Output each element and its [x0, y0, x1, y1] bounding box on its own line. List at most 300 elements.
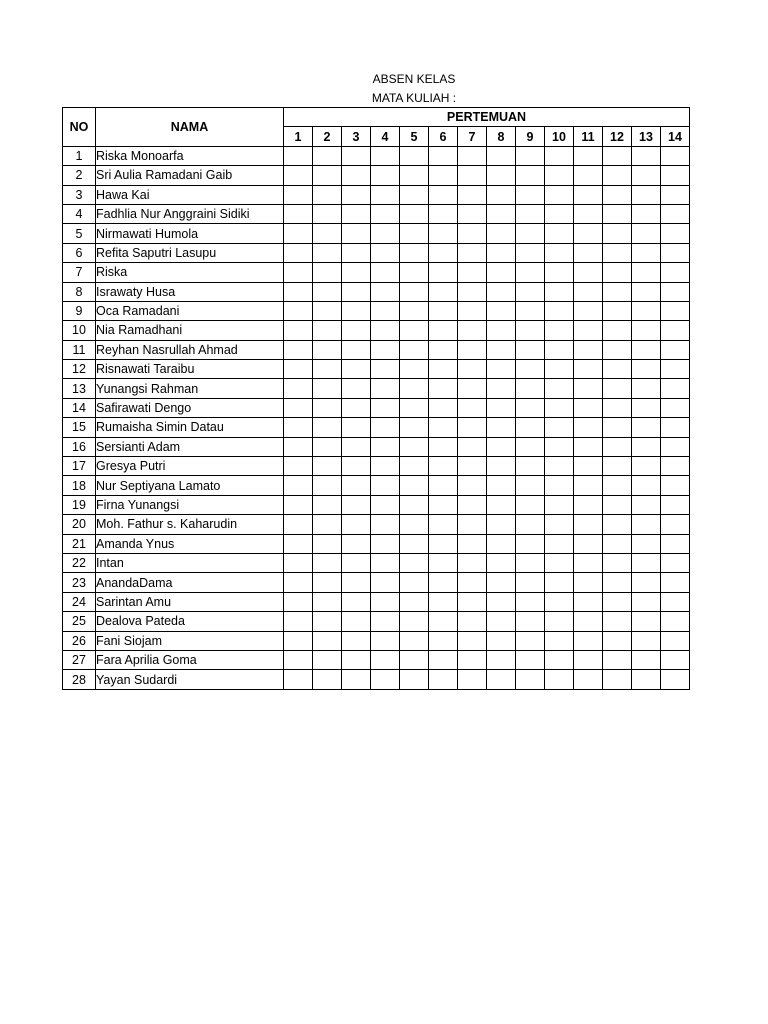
- attendance-cell[interactable]: [516, 340, 545, 359]
- attendance-cell[interactable]: [545, 457, 574, 476]
- attendance-cell[interactable]: [632, 476, 661, 495]
- attendance-cell[interactable]: [574, 263, 603, 282]
- attendance-cell[interactable]: [400, 166, 429, 185]
- attendance-cell[interactable]: [371, 553, 400, 572]
- attendance-cell[interactable]: [371, 495, 400, 514]
- attendance-cell[interactable]: [371, 670, 400, 689]
- attendance-cell[interactable]: [603, 340, 632, 359]
- attendance-cell[interactable]: [429, 553, 458, 572]
- attendance-cell[interactable]: [661, 243, 690, 262]
- attendance-cell[interactable]: [284, 457, 313, 476]
- attendance-cell[interactable]: [487, 301, 516, 320]
- attendance-cell[interactable]: [632, 418, 661, 437]
- attendance-cell[interactable]: [371, 166, 400, 185]
- attendance-cell[interactable]: [632, 204, 661, 223]
- attendance-cell[interactable]: [516, 166, 545, 185]
- attendance-cell[interactable]: [574, 457, 603, 476]
- attendance-cell[interactable]: [371, 204, 400, 223]
- attendance-cell[interactable]: [429, 573, 458, 592]
- attendance-cell[interactable]: [545, 379, 574, 398]
- attendance-cell[interactable]: [574, 379, 603, 398]
- attendance-cell[interactable]: [516, 301, 545, 320]
- attendance-cell[interactable]: [313, 650, 342, 669]
- attendance-cell[interactable]: [342, 553, 371, 572]
- attendance-cell[interactable]: [284, 243, 313, 262]
- attendance-cell[interactable]: [429, 495, 458, 514]
- attendance-cell[interactable]: [487, 437, 516, 456]
- attendance-cell[interactable]: [603, 418, 632, 437]
- attendance-cell[interactable]: [632, 146, 661, 165]
- attendance-cell[interactable]: [371, 243, 400, 262]
- attendance-cell[interactable]: [429, 418, 458, 437]
- attendance-cell[interactable]: [342, 476, 371, 495]
- attendance-cell[interactable]: [429, 437, 458, 456]
- attendance-cell[interactable]: [313, 418, 342, 437]
- attendance-cell[interactable]: [371, 301, 400, 320]
- attendance-cell[interactable]: [545, 360, 574, 379]
- attendance-cell[interactable]: [545, 282, 574, 301]
- attendance-cell[interactable]: [603, 282, 632, 301]
- attendance-cell[interactable]: [371, 476, 400, 495]
- attendance-cell[interactable]: [574, 612, 603, 631]
- attendance-cell[interactable]: [487, 146, 516, 165]
- attendance-cell[interactable]: [342, 360, 371, 379]
- attendance-cell[interactable]: [313, 612, 342, 631]
- attendance-cell[interactable]: [400, 379, 429, 398]
- attendance-cell[interactable]: [313, 243, 342, 262]
- attendance-cell[interactable]: [487, 418, 516, 437]
- attendance-cell[interactable]: [429, 321, 458, 340]
- attendance-cell[interactable]: [545, 631, 574, 650]
- attendance-cell[interactable]: [603, 553, 632, 572]
- attendance-cell[interactable]: [458, 592, 487, 611]
- attendance-cell[interactable]: [313, 534, 342, 553]
- attendance-cell[interactable]: [313, 592, 342, 611]
- attendance-cell[interactable]: [632, 243, 661, 262]
- attendance-cell[interactable]: [429, 457, 458, 476]
- attendance-cell[interactable]: [574, 282, 603, 301]
- attendance-cell[interactable]: [313, 631, 342, 650]
- attendance-cell[interactable]: [313, 573, 342, 592]
- attendance-cell[interactable]: [661, 418, 690, 437]
- attendance-cell[interactable]: [603, 534, 632, 553]
- attendance-cell[interactable]: [400, 534, 429, 553]
- attendance-cell[interactable]: [458, 457, 487, 476]
- attendance-cell[interactable]: [429, 301, 458, 320]
- attendance-cell[interactable]: [516, 650, 545, 669]
- attendance-cell[interactable]: [371, 185, 400, 204]
- attendance-cell[interactable]: [632, 166, 661, 185]
- attendance-cell[interactable]: [574, 553, 603, 572]
- attendance-cell[interactable]: [487, 340, 516, 359]
- attendance-cell[interactable]: [632, 515, 661, 534]
- attendance-cell[interactable]: [516, 592, 545, 611]
- attendance-cell[interactable]: [603, 321, 632, 340]
- attendance-cell[interactable]: [487, 670, 516, 689]
- attendance-cell[interactable]: [400, 418, 429, 437]
- attendance-cell[interactable]: [516, 224, 545, 243]
- attendance-cell[interactable]: [371, 224, 400, 243]
- attendance-cell[interactable]: [400, 340, 429, 359]
- attendance-cell[interactable]: [342, 612, 371, 631]
- attendance-cell[interactable]: [574, 476, 603, 495]
- attendance-cell[interactable]: [603, 650, 632, 669]
- attendance-cell[interactable]: [429, 166, 458, 185]
- attendance-cell[interactable]: [313, 321, 342, 340]
- attendance-cell[interactable]: [661, 204, 690, 223]
- attendance-cell[interactable]: [458, 612, 487, 631]
- attendance-cell[interactable]: [632, 670, 661, 689]
- attendance-cell[interactable]: [603, 437, 632, 456]
- attendance-cell[interactable]: [342, 146, 371, 165]
- attendance-cell[interactable]: [487, 573, 516, 592]
- attendance-cell[interactable]: [429, 243, 458, 262]
- attendance-cell[interactable]: [458, 360, 487, 379]
- attendance-cell[interactable]: [371, 534, 400, 553]
- attendance-cell[interactable]: [371, 321, 400, 340]
- attendance-cell[interactable]: [284, 495, 313, 514]
- attendance-cell[interactable]: [574, 224, 603, 243]
- attendance-cell[interactable]: [400, 631, 429, 650]
- attendance-cell[interactable]: [284, 340, 313, 359]
- attendance-cell[interactable]: [516, 321, 545, 340]
- attendance-cell[interactable]: [574, 204, 603, 223]
- attendance-cell[interactable]: [603, 592, 632, 611]
- attendance-cell[interactable]: [545, 166, 574, 185]
- attendance-cell[interactable]: [574, 185, 603, 204]
- attendance-cell[interactable]: [313, 360, 342, 379]
- attendance-cell[interactable]: [400, 670, 429, 689]
- attendance-cell[interactable]: [603, 166, 632, 185]
- attendance-cell[interactable]: [458, 243, 487, 262]
- attendance-cell[interactable]: [342, 340, 371, 359]
- attendance-cell[interactable]: [574, 360, 603, 379]
- attendance-cell[interactable]: [632, 612, 661, 631]
- attendance-cell[interactable]: [400, 476, 429, 495]
- attendance-cell[interactable]: [516, 553, 545, 572]
- attendance-cell[interactable]: [400, 457, 429, 476]
- attendance-cell[interactable]: [545, 670, 574, 689]
- attendance-cell[interactable]: [632, 301, 661, 320]
- attendance-cell[interactable]: [429, 340, 458, 359]
- attendance-cell[interactable]: [574, 515, 603, 534]
- attendance-cell[interactable]: [400, 612, 429, 631]
- attendance-cell[interactable]: [632, 398, 661, 417]
- attendance-cell[interactable]: [342, 224, 371, 243]
- attendance-cell[interactable]: [661, 495, 690, 514]
- attendance-cell[interactable]: [458, 224, 487, 243]
- attendance-cell[interactable]: [487, 534, 516, 553]
- attendance-cell[interactable]: [661, 185, 690, 204]
- attendance-cell[interactable]: [371, 146, 400, 165]
- attendance-cell[interactable]: [632, 631, 661, 650]
- attendance-cell[interactable]: [545, 185, 574, 204]
- attendance-cell[interactable]: [342, 670, 371, 689]
- attendance-cell[interactable]: [400, 495, 429, 514]
- attendance-cell[interactable]: [661, 476, 690, 495]
- attendance-cell[interactable]: [545, 301, 574, 320]
- attendance-cell[interactable]: [313, 379, 342, 398]
- attendance-cell[interactable]: [487, 379, 516, 398]
- attendance-cell[interactable]: [632, 553, 661, 572]
- attendance-cell[interactable]: [603, 573, 632, 592]
- attendance-cell[interactable]: [458, 495, 487, 514]
- attendance-cell[interactable]: [487, 650, 516, 669]
- attendance-cell[interactable]: [400, 398, 429, 417]
- attendance-cell[interactable]: [487, 166, 516, 185]
- attendance-cell[interactable]: [603, 515, 632, 534]
- attendance-cell[interactable]: [284, 592, 313, 611]
- attendance-cell[interactable]: [284, 515, 313, 534]
- attendance-cell[interactable]: [516, 457, 545, 476]
- attendance-cell[interactable]: [661, 146, 690, 165]
- attendance-cell[interactable]: [661, 631, 690, 650]
- attendance-cell[interactable]: [661, 612, 690, 631]
- attendance-cell[interactable]: [487, 592, 516, 611]
- attendance-cell[interactable]: [342, 204, 371, 223]
- attendance-cell[interactable]: [661, 263, 690, 282]
- attendance-cell[interactable]: [574, 243, 603, 262]
- attendance-cell[interactable]: [429, 631, 458, 650]
- attendance-cell[interactable]: [342, 534, 371, 553]
- attendance-cell[interactable]: [429, 204, 458, 223]
- attendance-cell[interactable]: [371, 437, 400, 456]
- attendance-cell[interactable]: [458, 263, 487, 282]
- attendance-cell[interactable]: [661, 379, 690, 398]
- attendance-cell[interactable]: [371, 340, 400, 359]
- attendance-cell[interactable]: [603, 631, 632, 650]
- attendance-cell[interactable]: [603, 204, 632, 223]
- attendance-cell[interactable]: [632, 573, 661, 592]
- attendance-cell[interactable]: [574, 534, 603, 553]
- attendance-cell[interactable]: [632, 321, 661, 340]
- attendance-cell[interactable]: [458, 340, 487, 359]
- attendance-cell[interactable]: [458, 515, 487, 534]
- attendance-cell[interactable]: [487, 631, 516, 650]
- attendance-cell[interactable]: [574, 418, 603, 437]
- attendance-cell[interactable]: [429, 185, 458, 204]
- attendance-cell[interactable]: [632, 224, 661, 243]
- attendance-cell[interactable]: [342, 573, 371, 592]
- attendance-cell[interactable]: [632, 282, 661, 301]
- attendance-cell[interactable]: [400, 515, 429, 534]
- attendance-cell[interactable]: [400, 204, 429, 223]
- attendance-cell[interactable]: [545, 534, 574, 553]
- attendance-cell[interactable]: [313, 495, 342, 514]
- attendance-cell[interactable]: [603, 495, 632, 514]
- attendance-cell[interactable]: [661, 301, 690, 320]
- attendance-cell[interactable]: [458, 476, 487, 495]
- attendance-cell[interactable]: [458, 437, 487, 456]
- attendance-cell[interactable]: [574, 166, 603, 185]
- attendance-cell[interactable]: [458, 204, 487, 223]
- attendance-cell[interactable]: [284, 418, 313, 437]
- attendance-cell[interactable]: [574, 146, 603, 165]
- attendance-cell[interactable]: [371, 650, 400, 669]
- attendance-cell[interactable]: [284, 204, 313, 223]
- attendance-cell[interactable]: [574, 573, 603, 592]
- attendance-cell[interactable]: [342, 243, 371, 262]
- attendance-cell[interactable]: [371, 282, 400, 301]
- attendance-cell[interactable]: [342, 515, 371, 534]
- attendance-cell[interactable]: [284, 650, 313, 669]
- attendance-cell[interactable]: [545, 573, 574, 592]
- attendance-cell[interactable]: [342, 457, 371, 476]
- attendance-cell[interactable]: [661, 515, 690, 534]
- attendance-cell[interactable]: [342, 185, 371, 204]
- attendance-cell[interactable]: [516, 282, 545, 301]
- attendance-cell[interactable]: [487, 612, 516, 631]
- attendance-cell[interactable]: [313, 146, 342, 165]
- attendance-cell[interactable]: [400, 263, 429, 282]
- attendance-cell[interactable]: [400, 321, 429, 340]
- attendance-cell[interactable]: [632, 340, 661, 359]
- attendance-cell[interactable]: [371, 612, 400, 631]
- attendance-cell[interactable]: [284, 398, 313, 417]
- attendance-cell[interactable]: [342, 592, 371, 611]
- attendance-cell[interactable]: [313, 476, 342, 495]
- attendance-cell[interactable]: [516, 146, 545, 165]
- attendance-cell[interactable]: [313, 670, 342, 689]
- attendance-cell[interactable]: [516, 573, 545, 592]
- attendance-cell[interactable]: [516, 398, 545, 417]
- attendance-cell[interactable]: [284, 534, 313, 553]
- attendance-cell[interactable]: [429, 612, 458, 631]
- attendance-cell[interactable]: [487, 495, 516, 514]
- attendance-cell[interactable]: [661, 321, 690, 340]
- attendance-cell[interactable]: [371, 263, 400, 282]
- attendance-cell[interactable]: [516, 612, 545, 631]
- attendance-cell[interactable]: [516, 418, 545, 437]
- attendance-cell[interactable]: [661, 457, 690, 476]
- attendance-cell[interactable]: [371, 457, 400, 476]
- attendance-cell[interactable]: [313, 553, 342, 572]
- attendance-cell[interactable]: [487, 243, 516, 262]
- attendance-cell[interactable]: [400, 243, 429, 262]
- attendance-cell[interactable]: [661, 224, 690, 243]
- attendance-cell[interactable]: [284, 263, 313, 282]
- attendance-cell[interactable]: [545, 418, 574, 437]
- attendance-cell[interactable]: [516, 476, 545, 495]
- attendance-cell[interactable]: [284, 476, 313, 495]
- attendance-cell[interactable]: [516, 360, 545, 379]
- attendance-cell[interactable]: [487, 476, 516, 495]
- attendance-cell[interactable]: [458, 573, 487, 592]
- attendance-cell[interactable]: [545, 515, 574, 534]
- attendance-cell[interactable]: [458, 650, 487, 669]
- attendance-cell[interactable]: [313, 437, 342, 456]
- attendance-cell[interactable]: [516, 631, 545, 650]
- attendance-cell[interactable]: [429, 650, 458, 669]
- attendance-cell[interactable]: [371, 515, 400, 534]
- attendance-cell[interactable]: [661, 592, 690, 611]
- attendance-cell[interactable]: [284, 185, 313, 204]
- attendance-cell[interactable]: [342, 398, 371, 417]
- attendance-cell[interactable]: [429, 360, 458, 379]
- attendance-cell[interactable]: [313, 263, 342, 282]
- attendance-cell[interactable]: [487, 282, 516, 301]
- attendance-cell[interactable]: [632, 360, 661, 379]
- attendance-cell[interactable]: [458, 282, 487, 301]
- attendance-cell[interactable]: [400, 282, 429, 301]
- attendance-cell[interactable]: [342, 321, 371, 340]
- attendance-cell[interactable]: [400, 146, 429, 165]
- attendance-cell[interactable]: [400, 437, 429, 456]
- attendance-cell[interactable]: [603, 379, 632, 398]
- attendance-cell[interactable]: [545, 592, 574, 611]
- attendance-cell[interactable]: [545, 146, 574, 165]
- attendance-cell[interactable]: [632, 437, 661, 456]
- attendance-cell[interactable]: [400, 553, 429, 572]
- attendance-cell[interactable]: [574, 398, 603, 417]
- attendance-cell[interactable]: [313, 185, 342, 204]
- attendance-cell[interactable]: [603, 398, 632, 417]
- attendance-cell[interactable]: [603, 224, 632, 243]
- attendance-cell[interactable]: [661, 534, 690, 553]
- attendance-cell[interactable]: [487, 185, 516, 204]
- attendance-cell[interactable]: [545, 224, 574, 243]
- attendance-cell[interactable]: [284, 146, 313, 165]
- attendance-cell[interactable]: [458, 379, 487, 398]
- attendance-cell[interactable]: [545, 340, 574, 359]
- attendance-cell[interactable]: [603, 360, 632, 379]
- attendance-cell[interactable]: [458, 534, 487, 553]
- attendance-cell[interactable]: [661, 398, 690, 417]
- attendance-cell[interactable]: [429, 515, 458, 534]
- attendance-cell[interactable]: [487, 553, 516, 572]
- attendance-cell[interactable]: [458, 418, 487, 437]
- attendance-cell[interactable]: [371, 418, 400, 437]
- attendance-cell[interactable]: [342, 631, 371, 650]
- attendance-cell[interactable]: [661, 437, 690, 456]
- attendance-cell[interactable]: [603, 263, 632, 282]
- attendance-cell[interactable]: [487, 398, 516, 417]
- attendance-cell[interactable]: [632, 457, 661, 476]
- attendance-cell[interactable]: [545, 650, 574, 669]
- attendance-cell[interactable]: [516, 534, 545, 553]
- attendance-cell[interactable]: [400, 573, 429, 592]
- attendance-cell[interactable]: [371, 631, 400, 650]
- attendance-cell[interactable]: [429, 379, 458, 398]
- attendance-cell[interactable]: [516, 263, 545, 282]
- attendance-cell[interactable]: [284, 282, 313, 301]
- attendance-cell[interactable]: [632, 592, 661, 611]
- attendance-cell[interactable]: [458, 301, 487, 320]
- attendance-cell[interactable]: [284, 553, 313, 572]
- attendance-cell[interactable]: [516, 437, 545, 456]
- attendance-cell[interactable]: [371, 398, 400, 417]
- attendance-cell[interactable]: [400, 650, 429, 669]
- attendance-cell[interactable]: [371, 573, 400, 592]
- attendance-cell[interactable]: [487, 204, 516, 223]
- attendance-cell[interactable]: [545, 398, 574, 417]
- attendance-cell[interactable]: [458, 553, 487, 572]
- attendance-cell[interactable]: [603, 476, 632, 495]
- attendance-cell[interactable]: [429, 476, 458, 495]
- attendance-cell[interactable]: [545, 243, 574, 262]
- attendance-cell[interactable]: [342, 263, 371, 282]
- attendance-cell[interactable]: [574, 650, 603, 669]
- attendance-cell[interactable]: [429, 670, 458, 689]
- attendance-cell[interactable]: [284, 670, 313, 689]
- attendance-cell[interactable]: [429, 263, 458, 282]
- attendance-cell[interactable]: [632, 534, 661, 553]
- attendance-cell[interactable]: [429, 146, 458, 165]
- attendance-cell[interactable]: [458, 185, 487, 204]
- attendance-cell[interactable]: [632, 495, 661, 514]
- attendance-cell[interactable]: [574, 631, 603, 650]
- attendance-cell[interactable]: [284, 573, 313, 592]
